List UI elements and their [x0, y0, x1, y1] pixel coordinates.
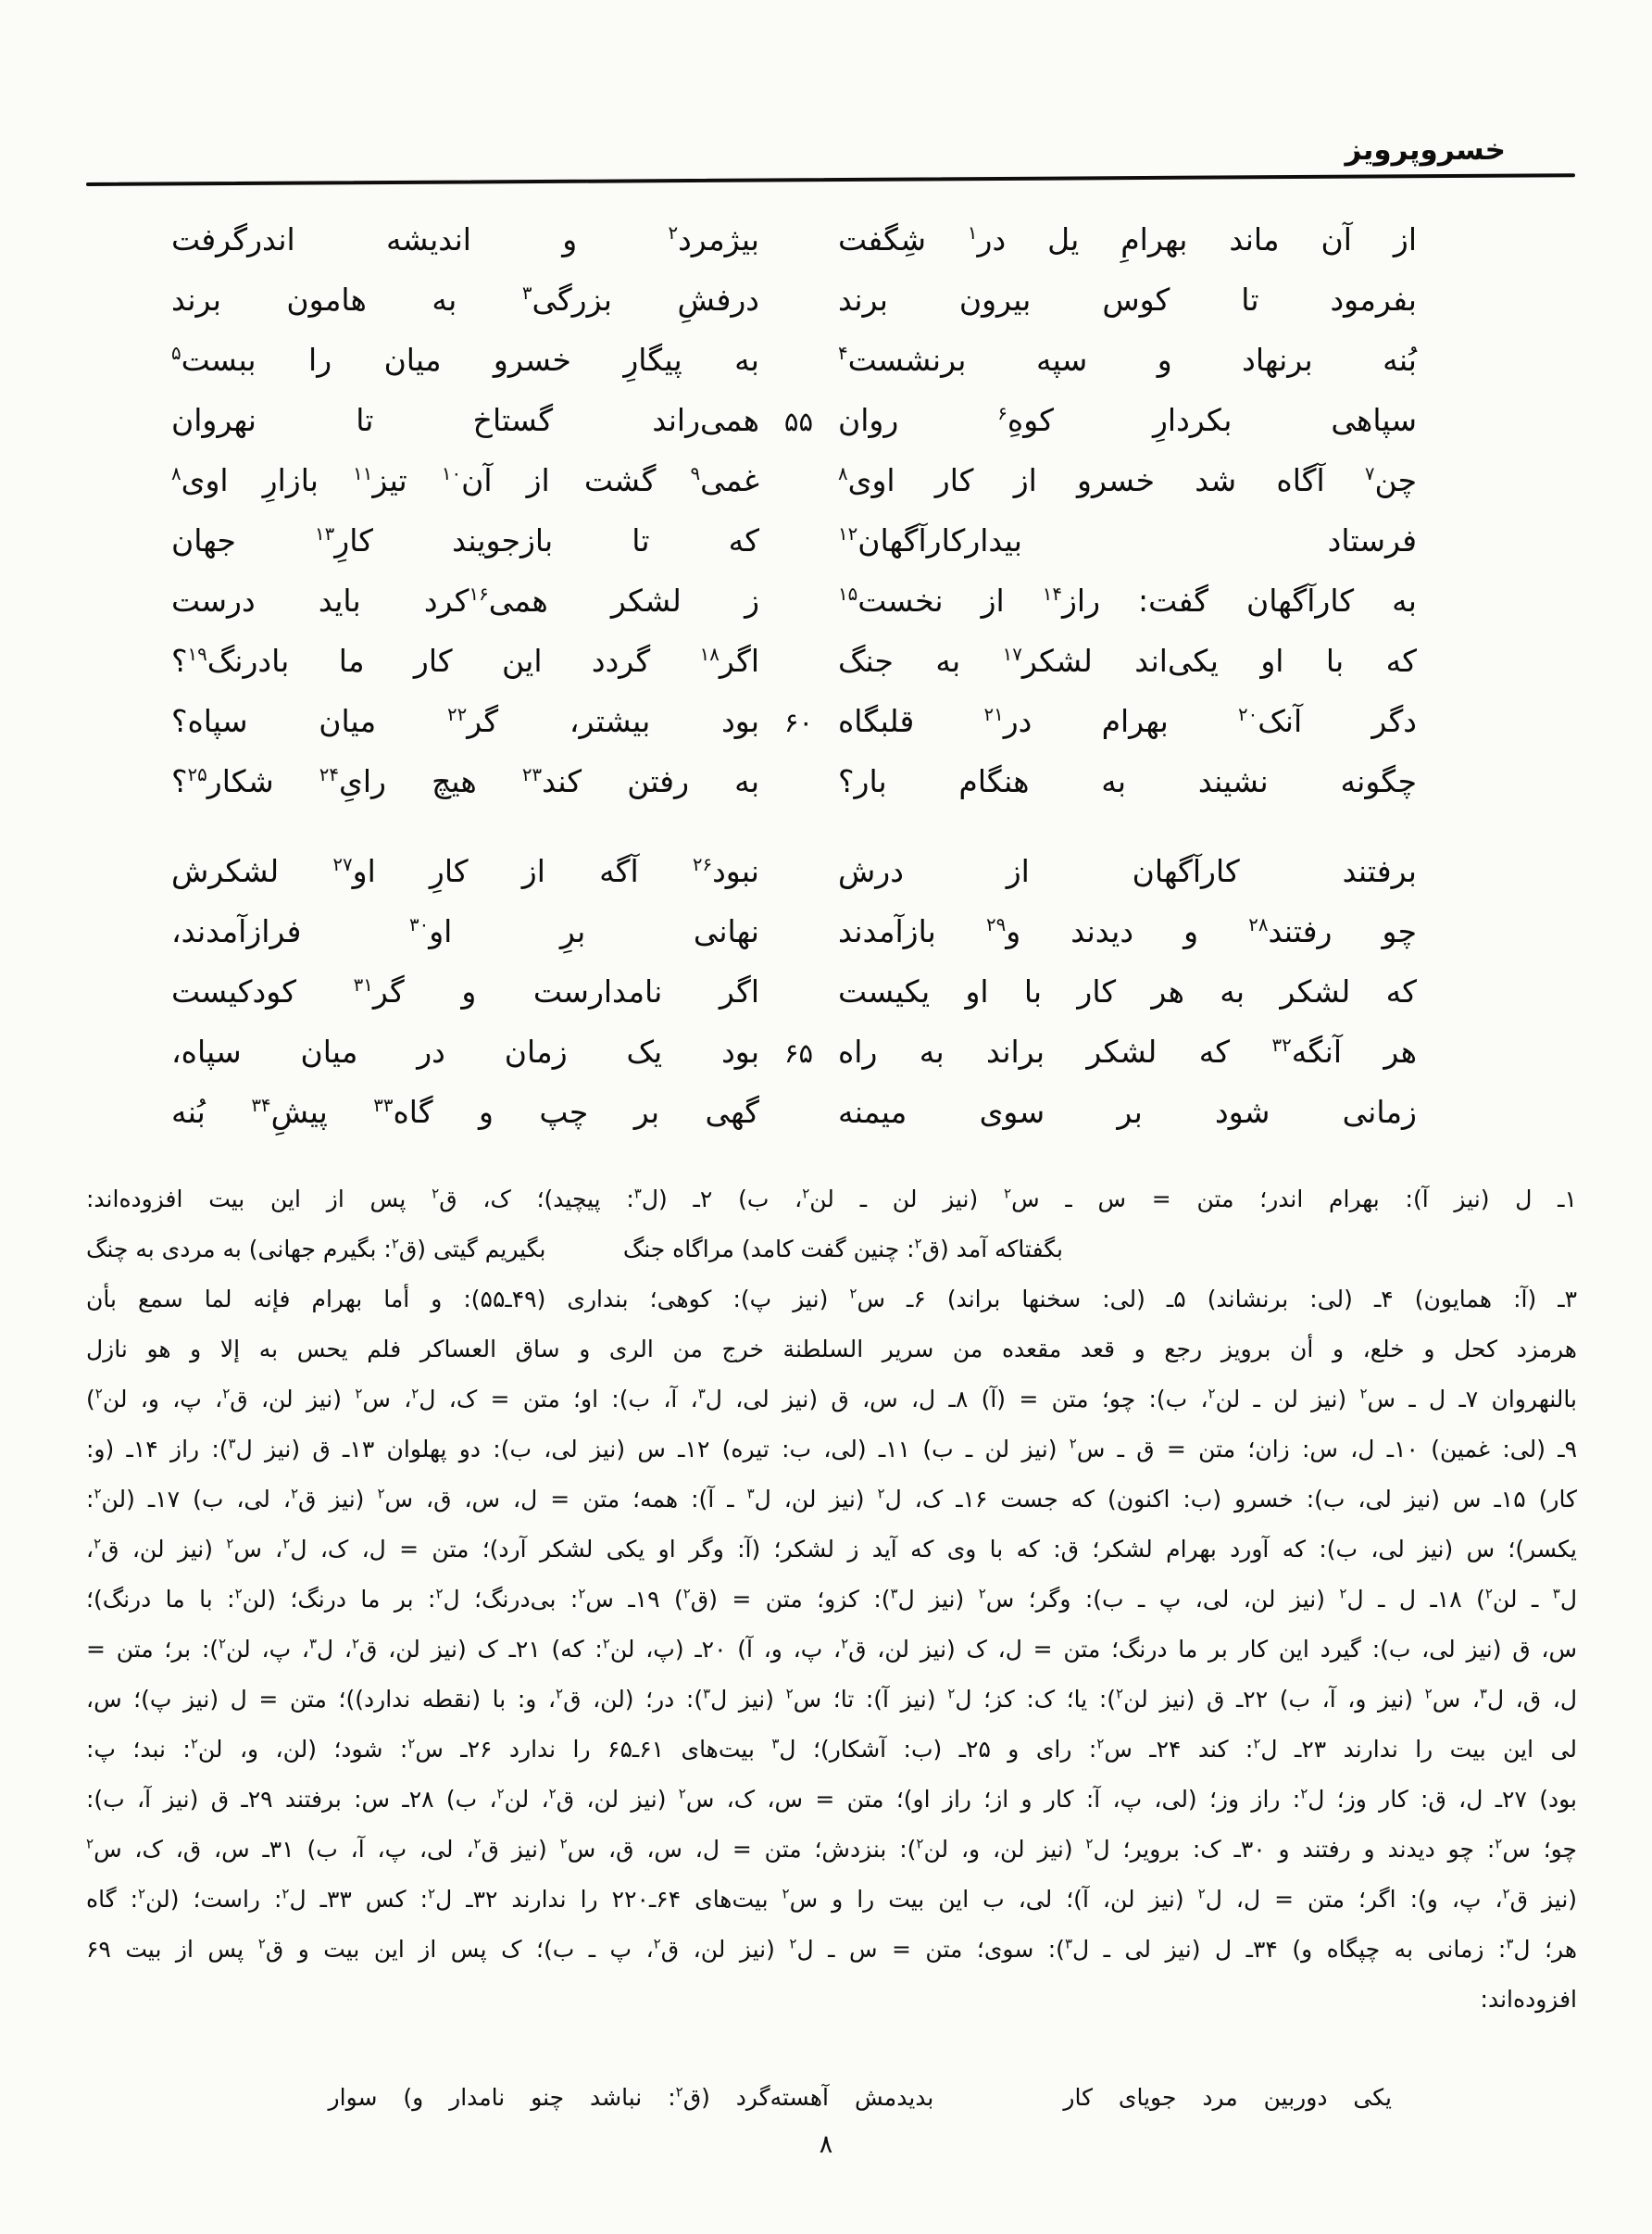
verse-number	[759, 330, 838, 390]
hemistich-right: سپاهی بکردارِ کوهِ$^۶$ روان	[838, 402, 1417, 438]
footnotes-section	[86, 1174, 1577, 2123]
added-verse-hemistich-left: بدیدمش آهسته‌گرد (ق$^۲$: نباشد چنو نامدار و) سوار	[328, 2083, 934, 2111]
verse-row	[171, 571, 1417, 631]
hemistich-left: نهانی برِ او$^{۳۰}$ فرازآمدند،	[171, 913, 759, 949]
verse-number	[759, 1082, 838, 1142]
verse-number: ۶۰	[783, 707, 814, 738]
hemistich-right: چو رفتند$^{۲۸}$ و دیدند و$^{۲۹}$ بازآمدند	[838, 913, 1417, 949]
verse-number: ۶۵	[783, 1037, 814, 1069]
footnote-line: هرمزد کحل و خلع، و أن برویز رجع و قعد مقعده من سریر السلطنة خرج من الری و ساق العساکر فلم یحس به إلا و هو نازل	[86, 1336, 1577, 1362]
verse-row	[171, 270, 1417, 330]
added-verse-gap	[545, 1224, 622, 1274]
hemistich-left: گهی بر چپ و گاه$^{۳۳}$ پیشِ$^{۳۴}$ بُنه	[171, 1094, 759, 1130]
verse-number	[759, 631, 838, 691]
hemistich-left: نبود$^{۲۶}$ آگه از کارِ او$^{۲۷}$ لشکرش	[171, 853, 759, 889]
hemistich-right: که لشکر به هر کار با او یکیست	[838, 973, 1417, 1010]
hemistich-right: فرستاد بیدارکارآگهان$^{۱۲}$	[838, 522, 1417, 558]
hemistich-right: چگونه نشیند به هنگام بار؟	[838, 763, 1417, 799]
verse-number	[759, 571, 838, 631]
footnote-added-verse	[86, 2073, 1577, 2123]
verse-number	[759, 901, 838, 961]
poem	[171, 209, 1417, 1142]
hemistich-left: بود بیشتر، گر$^{۲۲}$ میان سپاه؟	[171, 703, 759, 739]
added-verse-hemistich-right: یکی دوربین مرد جویای کار	[1063, 2084, 1392, 2111]
verse-number	[759, 510, 838, 571]
hemistich-left: بیژمرد$^۲$ و اندیشه اندرگرفت	[171, 221, 759, 257]
footnote-line: س، ق (نیز لی، ب): گیرد این کار بر ما درنگ؛ متن = ل، ک (نیز لن، ق$^۲$، پ، و، آ) ۲۰ـ (پ، لن$^۲$: که) ۲۱ـ ک (نیز لن، ق$^۲$، ل$^۳$، پ، لن$^۲$): بر؛ متن =	[86, 1635, 1577, 1663]
hemistich-right: از آن ماند بهرامِ یل در$^۱$ شِگفت	[838, 221, 1417, 257]
verse-row	[171, 961, 1417, 1022]
verse-row	[171, 209, 1417, 270]
hemistich-left: بود یک زمان در میان سپاه،	[171, 1034, 759, 1070]
verse-row	[171, 450, 1417, 510]
header-rule	[86, 173, 1575, 186]
footnote-line: ل، ق، ل$^۳$، س$^۲$ (نیز و، آ، ب) ۲۲ـ ق (نیز لن$^۲$): یا؛ ک: کز؛ ل$^۲$ (نیز آ): تا؛ س$^۲$ (نیز ل$^۳$): در؛ (لن، ق$^۲$، و: با (نقطه ندارد))؛ متن = ل (نیز پ)؛ س،	[86, 1685, 1578, 1713]
verse-number	[759, 450, 838, 510]
verse-number	[759, 841, 838, 901]
verse-number: ۵۵	[783, 406, 814, 437]
verse-row	[171, 841, 1417, 901]
verse-row	[171, 510, 1417, 571]
footnote-line: چو؛ س$^۲$: چو دیدند و رفتند و ۳۰ـ ک: برویر؛ ل$^۲$ (نیز لن، و، لن$^۲$): بنزدش؛ متن = ل، س، ق، س$^۲$ (نیز ق$^۲$، لی، پ، آ، ب) ۳۱ـ س، ق، ک، س$^۲$	[86, 1835, 1578, 1863]
verse-row	[171, 631, 1417, 691]
footnote-line: (نیز ق$^۲$، پ، و): اگر؛ متن = ل، ل$^۲$ (نیز لن، آ)؛ لی، ب این بیت را و س$^۲$ بیت‌های ۶۴ـ۲۲۰ را ندارند ۳۲ـ ل$^۲$: کس ۳۳ـ ل$^۲$: راست؛ (لن$^۲$: گاه	[86, 1885, 1578, 1913]
hemistich-left: به پیگارِ خسرو میان را ببست$^۵$	[171, 342, 759, 378]
footnote-added-verse	[86, 1224, 1577, 1274]
hemistich-right: به کارآگهان گفت: راز$^{۱۴}$ از نخست$^{۱۵}$	[838, 583, 1417, 619]
footnote-line: هر؛ ل$^۳$: زمانی به چپگاه و) ۳۴ـ ل (نیز لی ـ ل$^۳$): سوی؛ متن = س ـ ل$^۲$ (نیز لن، ق$^۲$، پ ـ ب)؛ ک پس از این بیت و ق$^۲$ پس از بیت ۶۹	[86, 1935, 1578, 1963]
footnote-line: یکسر)؛ س (نیز لی، ب): که آورد بهرام لشکر؛ ق: که با وی که آید ز لشکر؛ (آ: وگر او یکی لشکر آرد)؛ متن = ل، ک، ل$^۲$، س$^۲$ (نیز لن، ق$^۲$،	[86, 1535, 1577, 1563]
verse-row	[171, 691, 1417, 751]
added-verse-hemistich-right: بگفتاکه آمد (ق$^۲$: چنین گفت کامد) مراگاه جنگ	[622, 1235, 1063, 1262]
footnote-line: ۳ـ (آ: همایون) ۴ـ (لی: برنشاند) ۵ـ (لی: سخنها براند) ۶ـ س$^۲$ (نیز پ): کوهی؛ بنداری (۴۹ـ۵۵): و أما بهرام فإنه لما سمع بأن	[86, 1285, 1578, 1312]
hemistich-right: که با او یکی‌اند لشکر$^{۱۷}$ به جنگ	[838, 643, 1417, 679]
footnote-line: بود) ۲۷ـ ل، ق: کار وز؛ ل$^۲$: راز وز؛ (لی، پ، آ: کار و از؛ راز او)؛ متن = س، ک، س$^۲$ (نیز لن، ق$^۲$، لن$^۲$، ب) ۲۸ـ س: برفتند ۲۹ـ ق (نیز آ، ب):	[86, 1785, 1577, 1813]
footnote-line: ۹ـ (لی: غمین) ۱۰ـ ل، س: زان؛ متن = ق ـ س$^۲$ (نیز لن ـ ب) ۱۱ـ (لی، ب: تیره) ۱۲ـ س (نیز لی، ب): دو پهلوان ۱۳ـ ق (نیز ل$^۳$): راز ۱۴ـ (و:	[86, 1435, 1578, 1462]
hemistich-left: ز لشکر همی$^{۱۶}$کرد باید درست	[171, 583, 760, 619]
page-title: خسروپرویز	[1345, 133, 1506, 167]
hemistich-left: درفشِ بزرگی$^۳$ به هامون برند	[171, 282, 759, 318]
footnote-line: ۱ـ ل (نیز آ): بهرام اندر؛ متن = س ـ س$^۲$ (نیز لن ـ لن$^۲$، ب) ۲ـ (ل$^۳$: پیچید)؛ ک، ق$^۲$ پس از این بیت افزوده‌اند:	[86, 1185, 1577, 1212]
footnote-line: بالنهروان ۷ـ ل ـ س$^۲$ (نیز لن ـ لن$^۲$، ب): چو؛ متن = (آ) ۸ـ ل، س، ق (نیز لی، ل$^۳$، آ، ب): او؛ متن = ک، ل$^۲$، س$^۲$ (نیز لن، ق$^۲$، پ، و، لن$^۲$)	[86, 1385, 1577, 1412]
footnote-line: کار) ۱۵ـ س (نیز لی، ب): خسرو (ب: اکنون) که جست ۱۶ـ ک، ل$^۲$ (نیز لن، ل$^۳$ ـ آ): همه؛ متن = ل، س، ق، س$^۲$ (نیز ق$^۲$، لی، ب) ۱۷ـ (لن$^۲$:	[86, 1485, 1577, 1512]
hemistich-left: اگر$^{۱۸}$ گردد این کار ما بادرنگ$^{۱۹}$؟	[171, 643, 759, 679]
verse-number	[759, 209, 838, 270]
verse-row	[171, 751, 1417, 811]
verse-row	[171, 390, 1417, 450]
verse-number	[759, 270, 838, 330]
verse-row	[171, 330, 1417, 390]
verse-number	[759, 961, 838, 1022]
hemistich-right: بُنه برنهاد و سپه برنشست$^۴$	[838, 342, 1417, 378]
footnote-line: ل$^۳$ ـ لن$^۲$) ۱۸ـ ل ـ ل$^۲$ (نیز لن، لی، پ ـ ب): وگر؛ س$^۲$ (نیز ل$^۳$): کزو؛ متن = (ق$^۲$) ۱۹ـ س$^۲$: بی‌درنگ؛ ل$^۲$: بر ما درنگ؛ (لن$^۲$: با ما درنگ)؛	[86, 1585, 1577, 1613]
footnote-line: لی این بیت را ندارند ۲۳ـ ل$^۲$: کند ۲۴ـ س$^۲$: رای و ۲۵ـ (ب: آشکار)؛ ل$^۳$ بیت‌های ۶۱ـ۶۵ را ندارد ۲۶ـ س$^۲$: شود؛ (لن، و، لن$^۲$: نبد؛ پ:	[86, 1735, 1577, 1763]
hemistich-left: که تا بازجویند کارِ$^{۱۳}$ جهان	[171, 522, 760, 558]
hemistich-right: چن$^۷$ آگاه شد خسرو از کار اوی$^۸$	[838, 462, 1417, 498]
page-number: ۸	[819, 2130, 833, 2159]
added-verse-hemistich-left: بگیریم گیتی (ق$^۲$: بگیرم جهانی) به مردی به چنگ	[86, 1235, 546, 1262]
hemistich-left: به رفتن کند$^{۲۳}$ هیچ رایِ$^{۲۴}$ شکار$^{۲۵}$؟	[171, 763, 760, 799]
hemistich-right: برفتند کارآگهان از درش	[838, 853, 1417, 889]
hemistich-right: دگر آنک$^{۲۰}$ بهرام در$^{۲۱}$ قلبگاه	[838, 703, 1417, 739]
verse-row	[171, 1022, 1417, 1082]
footnote-line: افزوده‌اند:	[1480, 1986, 1577, 2013]
verse-row	[171, 1082, 1417, 1142]
added-verse-gap	[933, 2073, 1063, 2123]
verse-number	[759, 751, 838, 811]
verse-row	[171, 901, 1417, 961]
hemistich-left: اگر نامدارست و گر$^{۳۱}$ کودکیست	[171, 973, 759, 1010]
hemistich-left: غمی$^۹$ گشت از آن$^{۱۰}$ تیز$^{۱۱}$ بازارِ اوی$^۸$	[171, 462, 760, 498]
hemistich-right: بفرمود تا کوس بیرون برند	[838, 282, 1417, 318]
hemistich-left: همی‌راند گستاخ تا نهروان	[171, 402, 759, 438]
hemistich-right: زمانی شود بر سوی میمنه	[838, 1094, 1417, 1130]
hemistich-right: هر آنگه$^{۳۲}$ که لشکر براند به راه	[838, 1034, 1417, 1070]
